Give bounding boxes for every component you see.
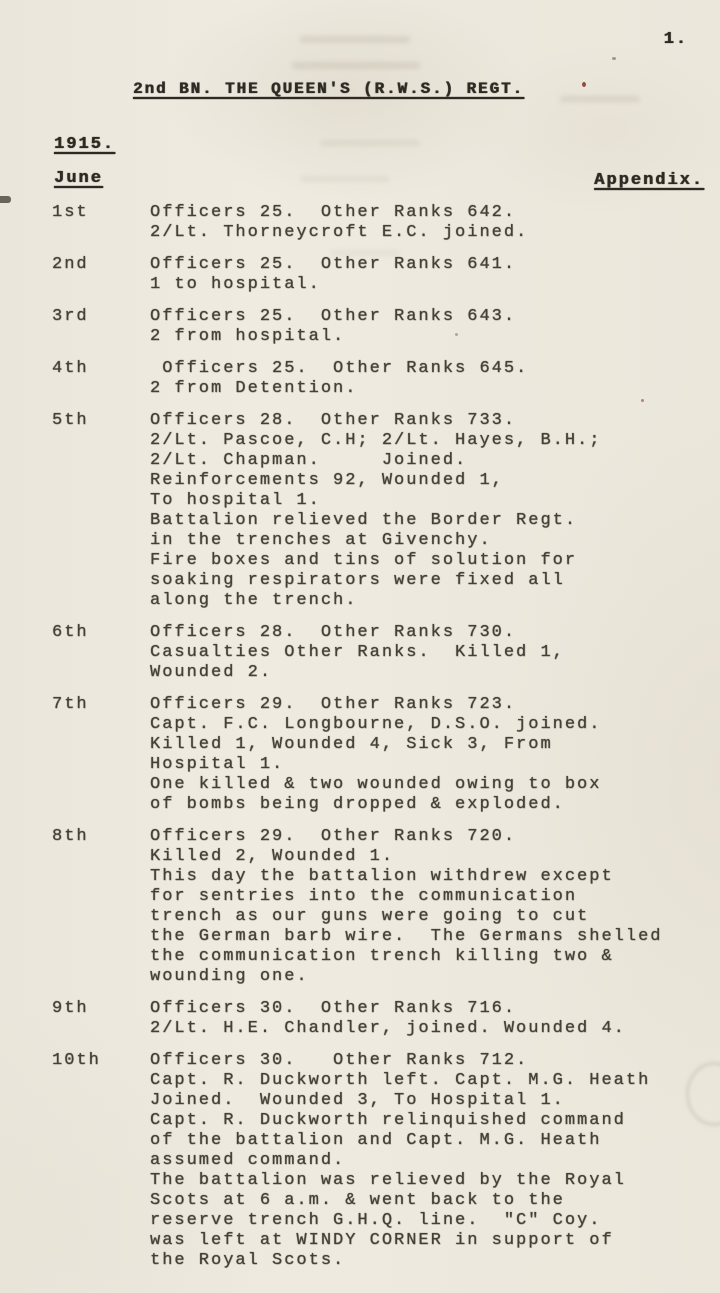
diary-line: Killed 2, Wounded 1. — [150, 847, 395, 866]
diary-line: wounding one. — [150, 967, 309, 986]
entry-date: 5th — [52, 411, 89, 430]
diary-line: assumed command. — [150, 1151, 346, 1170]
diary-entry — [0, 695, 720, 815]
entry-text — [150, 1051, 720, 1271]
diary-line: 1 to hospital. — [150, 275, 321, 294]
ink-speck — [612, 57, 616, 60]
page-edge-mark — [0, 196, 11, 203]
diary-entry — [0, 411, 720, 611]
diary-line: 2 from hospital. — [150, 327, 346, 346]
bleed-through-mark — [560, 96, 640, 102]
entry-date: 8th — [52, 827, 89, 846]
entry-date: 4th — [52, 359, 89, 378]
bleed-through-mark — [300, 176, 390, 182]
diary-line: trench as our guns were going to cut — [150, 907, 590, 926]
diary-line: Scots at 6 a.m. & went back to the — [150, 1191, 565, 1210]
entry-text — [150, 307, 720, 347]
bleed-through-mark — [300, 36, 410, 43]
year-heading: 1915. — [54, 135, 116, 154]
entry-text — [150, 411, 720, 611]
diary-line: the German barb wire. The Germans shelled — [150, 927, 663, 946]
diary-line: 2 from Detention. — [150, 379, 358, 398]
entry-date: 10th — [52, 1051, 101, 1070]
diary-line: the communication trench killing two & — [150, 947, 614, 966]
entry-date: 7th — [52, 695, 89, 714]
entry-text — [150, 827, 720, 987]
diary-line: One killed & two wounded owing to box — [150, 775, 602, 794]
diary-entry — [0, 359, 720, 399]
diary-entry — [0, 827, 720, 987]
diary-line: 2/Lt. Thorneycroft E.C. joined. — [150, 223, 529, 242]
appendix-column-heading: Appendix. — [594, 171, 704, 190]
ink-speck — [582, 82, 586, 87]
diary-line: Reinforcements 92, Wounded 1, — [150, 471, 504, 490]
diary-line: 2/Lt. Chapman. Joined. — [150, 451, 468, 470]
diary-entry — [0, 1051, 720, 1271]
diary-line: Battalion relieved the Border Regt. — [150, 511, 578, 530]
diary-line: Wounded 2. — [150, 663, 273, 682]
diary-entry — [0, 255, 720, 295]
diary-line: Officers 25. Other Ranks 645. — [150, 359, 529, 378]
entry-date: 2nd — [52, 255, 89, 274]
entry-text — [150, 203, 720, 243]
diary-line: Officers 25. Other Ranks 641. — [150, 255, 517, 274]
diary-line: Officers 29. Other Ranks 723. — [150, 695, 517, 714]
page-number: 1. — [663, 30, 688, 49]
diary-line: Officers 30. Other Ranks 716. — [150, 999, 517, 1018]
entry-text — [150, 999, 720, 1039]
month-heading: June — [54, 169, 103, 188]
diary-entry — [0, 307, 720, 347]
diary-line: Officers 29. Other Ranks 720. — [150, 827, 517, 846]
diary-entry — [0, 999, 720, 1039]
diary-line: of the battalion and Capt. M.G. Heath — [150, 1131, 602, 1150]
document-title: 2nd BN. THE QUEEN'S (R.W.S.) REGT. — [133, 80, 525, 98]
diary-line: was left at WINDY CORNER in support of — [150, 1231, 614, 1250]
diary-line: the Royal Scots. — [150, 1251, 346, 1270]
diary-line: along the trench. — [150, 591, 358, 610]
entry-text — [150, 255, 720, 295]
entry-date: 3rd — [52, 307, 89, 326]
diary-line: To hospital 1. — [150, 491, 321, 510]
entry-date: 6th — [52, 623, 89, 642]
entry-date: 9th — [52, 999, 89, 1018]
diary-line: This day the battalion withdrew except — [150, 867, 614, 886]
entry-text — [150, 359, 720, 399]
diary-line: for sentries into the communication — [150, 887, 578, 906]
diary-line: Capt. R. Duckworth left. Capt. M.G. Heath — [150, 1071, 651, 1090]
entry-date: 1st — [52, 203, 89, 222]
diary-line: reserve trench G.H.Q. line. "C" Coy. — [150, 1211, 602, 1230]
diary-line: Killed 1, Wounded 4, Sick 3, From — [150, 735, 553, 754]
diary-line: Joined. Wounded 3, To Hospital 1. — [150, 1091, 565, 1110]
diary-line: The battalion was relieved by the Royal — [150, 1171, 626, 1190]
diary-line: Officers 25. Other Ranks 643. — [150, 307, 517, 326]
diary-line: 2/Lt. Pascoe, C.H; 2/Lt. Hayes, B.H.; — [150, 431, 602, 450]
diary-line: Fire boxes and tins of solution for — [150, 551, 578, 570]
diary-entry — [0, 203, 720, 243]
diary-line: in the trenches at Givenchy. — [150, 531, 492, 550]
diary-entries — [0, 203, 720, 1283]
diary-line: Officers 30. Other Ranks 712. — [150, 1051, 529, 1070]
diary-line: Officers 28. Other Ranks 730. — [150, 623, 517, 642]
diary-line: Capt. F.C. Longbourne, D.S.O. joined. — [150, 715, 602, 734]
entry-text — [150, 695, 720, 815]
diary-line: Capt. R. Duckworth relinquished command — [150, 1111, 626, 1130]
diary-line: 2/Lt. H.E. Chandler, joined. Wounded 4. — [150, 1019, 626, 1038]
diary-line: of bombs being dropped & exploded. — [150, 795, 565, 814]
diary-line: Hospital 1. — [150, 755, 285, 774]
diary-line: Officers 28. Other Ranks 733. — [150, 411, 517, 430]
entry-text — [150, 623, 720, 683]
bleed-through-mark — [292, 62, 420, 69]
diary-line: soaking respirators were fixed all — [150, 571, 565, 590]
bleed-through-mark — [320, 140, 420, 146]
diary-line: Officers 25. Other Ranks 642. — [150, 203, 517, 222]
diary-entry — [0, 623, 720, 683]
diary-line: Casualties Other Ranks. Killed 1, — [150, 643, 565, 662]
